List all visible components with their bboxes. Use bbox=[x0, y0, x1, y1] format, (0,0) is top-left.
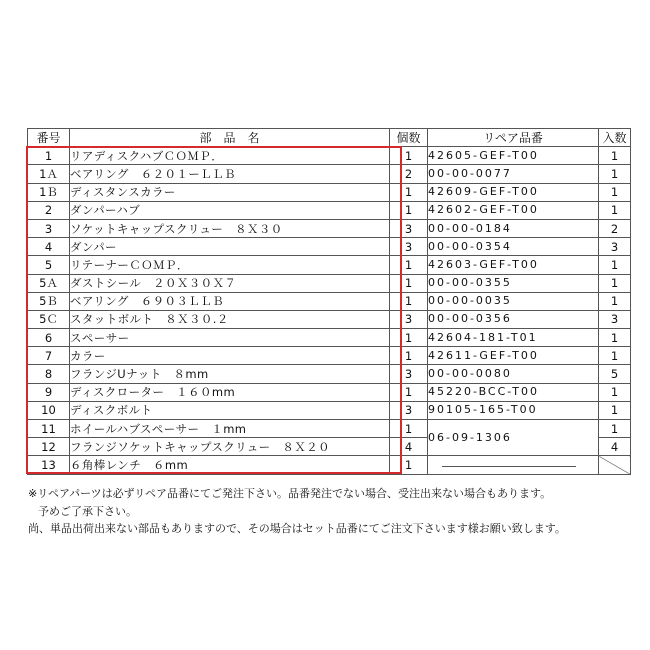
cell-part-name: スタットボルト ８Ｘ３０.２ bbox=[70, 310, 390, 328]
cell-pack-quantity: 2 bbox=[599, 219, 631, 237]
table-row bbox=[28, 183, 631, 201]
cell-repair-number: 42605-GEF-T00 bbox=[428, 147, 599, 165]
cell-pack-quantity: 1 bbox=[599, 147, 631, 165]
cell-quantity: 1 bbox=[390, 183, 428, 201]
cell-quantity: 3 bbox=[390, 238, 428, 256]
cell-quantity: 3 bbox=[390, 219, 428, 237]
cell-quantity: 1 bbox=[390, 347, 428, 365]
cell-quantity: 1 bbox=[390, 147, 428, 165]
cell-number: 9 bbox=[28, 383, 70, 401]
table-row bbox=[28, 256, 631, 274]
cell-quantity: 1 bbox=[390, 201, 428, 219]
cell-quantity: 1 bbox=[390, 329, 428, 347]
table-row bbox=[28, 347, 631, 365]
table-row bbox=[28, 365, 631, 383]
table-row bbox=[28, 420, 631, 438]
cell-repair-number: 00-00-0077 bbox=[428, 165, 599, 183]
cell-repair-number: 42603-GEF-T00 bbox=[428, 256, 599, 274]
cell-pack-quantity: 5 bbox=[599, 365, 631, 383]
cell-number: 3 bbox=[28, 219, 70, 237]
cell-number: 1Ａ bbox=[28, 165, 70, 183]
table-row bbox=[28, 456, 631, 474]
table-row bbox=[28, 292, 631, 310]
table-row bbox=[28, 165, 631, 183]
cell-part-name: フランジUナット ８mm bbox=[70, 365, 390, 383]
cell-pack-quantity: 1 bbox=[599, 256, 631, 274]
footnote-notes bbox=[28, 485, 566, 538]
cell-number: 5 bbox=[28, 256, 70, 274]
cell-number: 1 bbox=[28, 147, 70, 165]
cell-part-name: フランジソケットキャップスクリュー ８Ｘ２０ bbox=[70, 438, 390, 456]
parts-table bbox=[27, 128, 631, 475]
cell-repair-number: 90105-165-T00 bbox=[428, 401, 599, 419]
cell-quantity: 1 bbox=[390, 456, 428, 474]
cell-pack-quantity: 1 bbox=[599, 274, 631, 292]
cell-quantity: 1 bbox=[390, 420, 428, 438]
cell-quantity: 1 bbox=[390, 274, 428, 292]
header-part-name: 部 品 名 bbox=[70, 129, 390, 147]
table-row bbox=[28, 310, 631, 328]
cell-number: 11 bbox=[28, 420, 70, 438]
table-row bbox=[28, 401, 631, 419]
cell-quantity: 4 bbox=[390, 438, 428, 456]
cell-part-name: ベアリング ６９０３ＬＬＢ bbox=[70, 292, 390, 310]
header-row bbox=[28, 129, 631, 147]
cell-repair-number: 00-00-0354 bbox=[428, 238, 599, 256]
cell-part-name: ベアリング ６２０１ーＬＬＢ bbox=[70, 165, 390, 183]
cell-repair-number: 00-00-0356 bbox=[428, 310, 599, 328]
cell-pack-quantity-slashed bbox=[599, 456, 631, 474]
table-row bbox=[28, 329, 631, 347]
cell-pack-quantity: 1 bbox=[599, 201, 631, 219]
cell-repair-number: 42609-GEF-T00 bbox=[428, 183, 599, 201]
table-row bbox=[28, 274, 631, 292]
cell-number: 10 bbox=[28, 401, 70, 419]
cell-number: 6 bbox=[28, 329, 70, 347]
cell-quantity: 3 bbox=[390, 310, 428, 328]
cell-part-name: ディスクボルト bbox=[70, 401, 390, 419]
cell-number: 1Ｂ bbox=[28, 183, 70, 201]
cell-part-name: ダストシール ２０Ｘ３０Ｘ７ bbox=[70, 274, 390, 292]
header-repair-number: リペア品番 bbox=[428, 129, 599, 147]
cell-pack-quantity: 1 bbox=[599, 183, 631, 201]
cell-pack-quantity: 1 bbox=[599, 347, 631, 365]
cell-repair-number-blank bbox=[428, 456, 599, 474]
cell-part-name: スペーサー bbox=[70, 329, 390, 347]
cell-pack-quantity: 1 bbox=[599, 329, 631, 347]
cell-pack-quantity: 3 bbox=[599, 310, 631, 328]
header-quantity: 個数 bbox=[390, 129, 428, 147]
table-row bbox=[28, 383, 631, 401]
cell-number: 5Ｃ bbox=[28, 310, 70, 328]
cell-pack-quantity: 1 bbox=[599, 401, 631, 419]
table-row bbox=[28, 147, 631, 165]
cell-part-name: カラー bbox=[70, 347, 390, 365]
cell-number: 4 bbox=[28, 238, 70, 256]
cell-pack-quantity: 3 bbox=[599, 238, 631, 256]
cell-repair-number: 00-00-0035 bbox=[428, 292, 599, 310]
cell-repair-number: 42602-GEF-T00 bbox=[428, 201, 599, 219]
cell-part-name: ６角棒レンチ ６mm bbox=[70, 456, 390, 474]
cell-pack-quantity: 1 bbox=[599, 292, 631, 310]
header-number: 番号 bbox=[28, 129, 70, 147]
cell-number: 5Ａ bbox=[28, 274, 70, 292]
cell-number: 2 bbox=[28, 201, 70, 219]
cell-pack-quantity: 1 bbox=[599, 165, 631, 183]
cell-part-name: ホイールハブスペーサー １mm bbox=[70, 420, 390, 438]
cell-part-name: ダンパーハブ bbox=[70, 201, 390, 219]
cell-pack-quantity: 1 bbox=[599, 420, 631, 438]
cell-repair-number: 42611-GEF-T00 bbox=[428, 347, 599, 365]
note-line: ※リペアパーツは必ずリペア品番にてご発注下さい。品番発注でない場合、受注出来ない場合もあります。 bbox=[28, 487, 552, 500]
table-row bbox=[28, 238, 631, 256]
cell-part-name: ソケットキャップスクリュー ８Ｘ３０ bbox=[70, 219, 390, 237]
cell-part-name: リテーナーＣＯＭＰ． bbox=[70, 256, 390, 274]
cell-repair-number: 00-00-0080 bbox=[428, 365, 599, 383]
cell-number: 13 bbox=[28, 456, 70, 474]
cell-part-name: ディスタンスカラー bbox=[70, 183, 390, 201]
cell-number: 8 bbox=[28, 365, 70, 383]
cell-number: 12 bbox=[28, 438, 70, 456]
cell-repair-number: 00-00-0355 bbox=[428, 274, 599, 292]
cell-repair-number: 42604-181-T01 bbox=[428, 329, 599, 347]
blank-line bbox=[442, 466, 576, 467]
cell-number: 7 bbox=[28, 347, 70, 365]
cell-number: 5Ｂ bbox=[28, 292, 70, 310]
table-row bbox=[28, 201, 631, 219]
cell-quantity: 2 bbox=[390, 165, 428, 183]
cell-quantity: 1 bbox=[390, 292, 428, 310]
cell-repair-number: 00-00-0184 bbox=[428, 219, 599, 237]
cell-quantity: 1 bbox=[390, 383, 428, 401]
cell-quantity: 3 bbox=[390, 365, 428, 383]
note-line: 尚、単品出荷出来ない部品もありますので、その場合はセット品番にてご注文下さいます様お願い致します。 bbox=[28, 522, 566, 535]
cell-part-name: ダンパー bbox=[70, 238, 390, 256]
cell-repair-number: 06-09-1306 bbox=[428, 420, 599, 456]
table-row bbox=[28, 219, 631, 237]
note-line: 予めご了承下さい。 bbox=[38, 504, 137, 518]
cell-part-name: リアディスクハブＣＯＭＰ． bbox=[70, 147, 390, 165]
cell-repair-number: 45220-BCC-T00 bbox=[428, 383, 599, 401]
cell-pack-quantity: 1 bbox=[599, 383, 631, 401]
header-pack-quantity: 入数 bbox=[599, 129, 631, 147]
cell-part-name: ディスクローター １６０mm bbox=[70, 383, 390, 401]
cell-quantity: 1 bbox=[390, 256, 428, 274]
cell-quantity: 3 bbox=[390, 401, 428, 419]
cell-pack-quantity: 4 bbox=[599, 438, 631, 456]
